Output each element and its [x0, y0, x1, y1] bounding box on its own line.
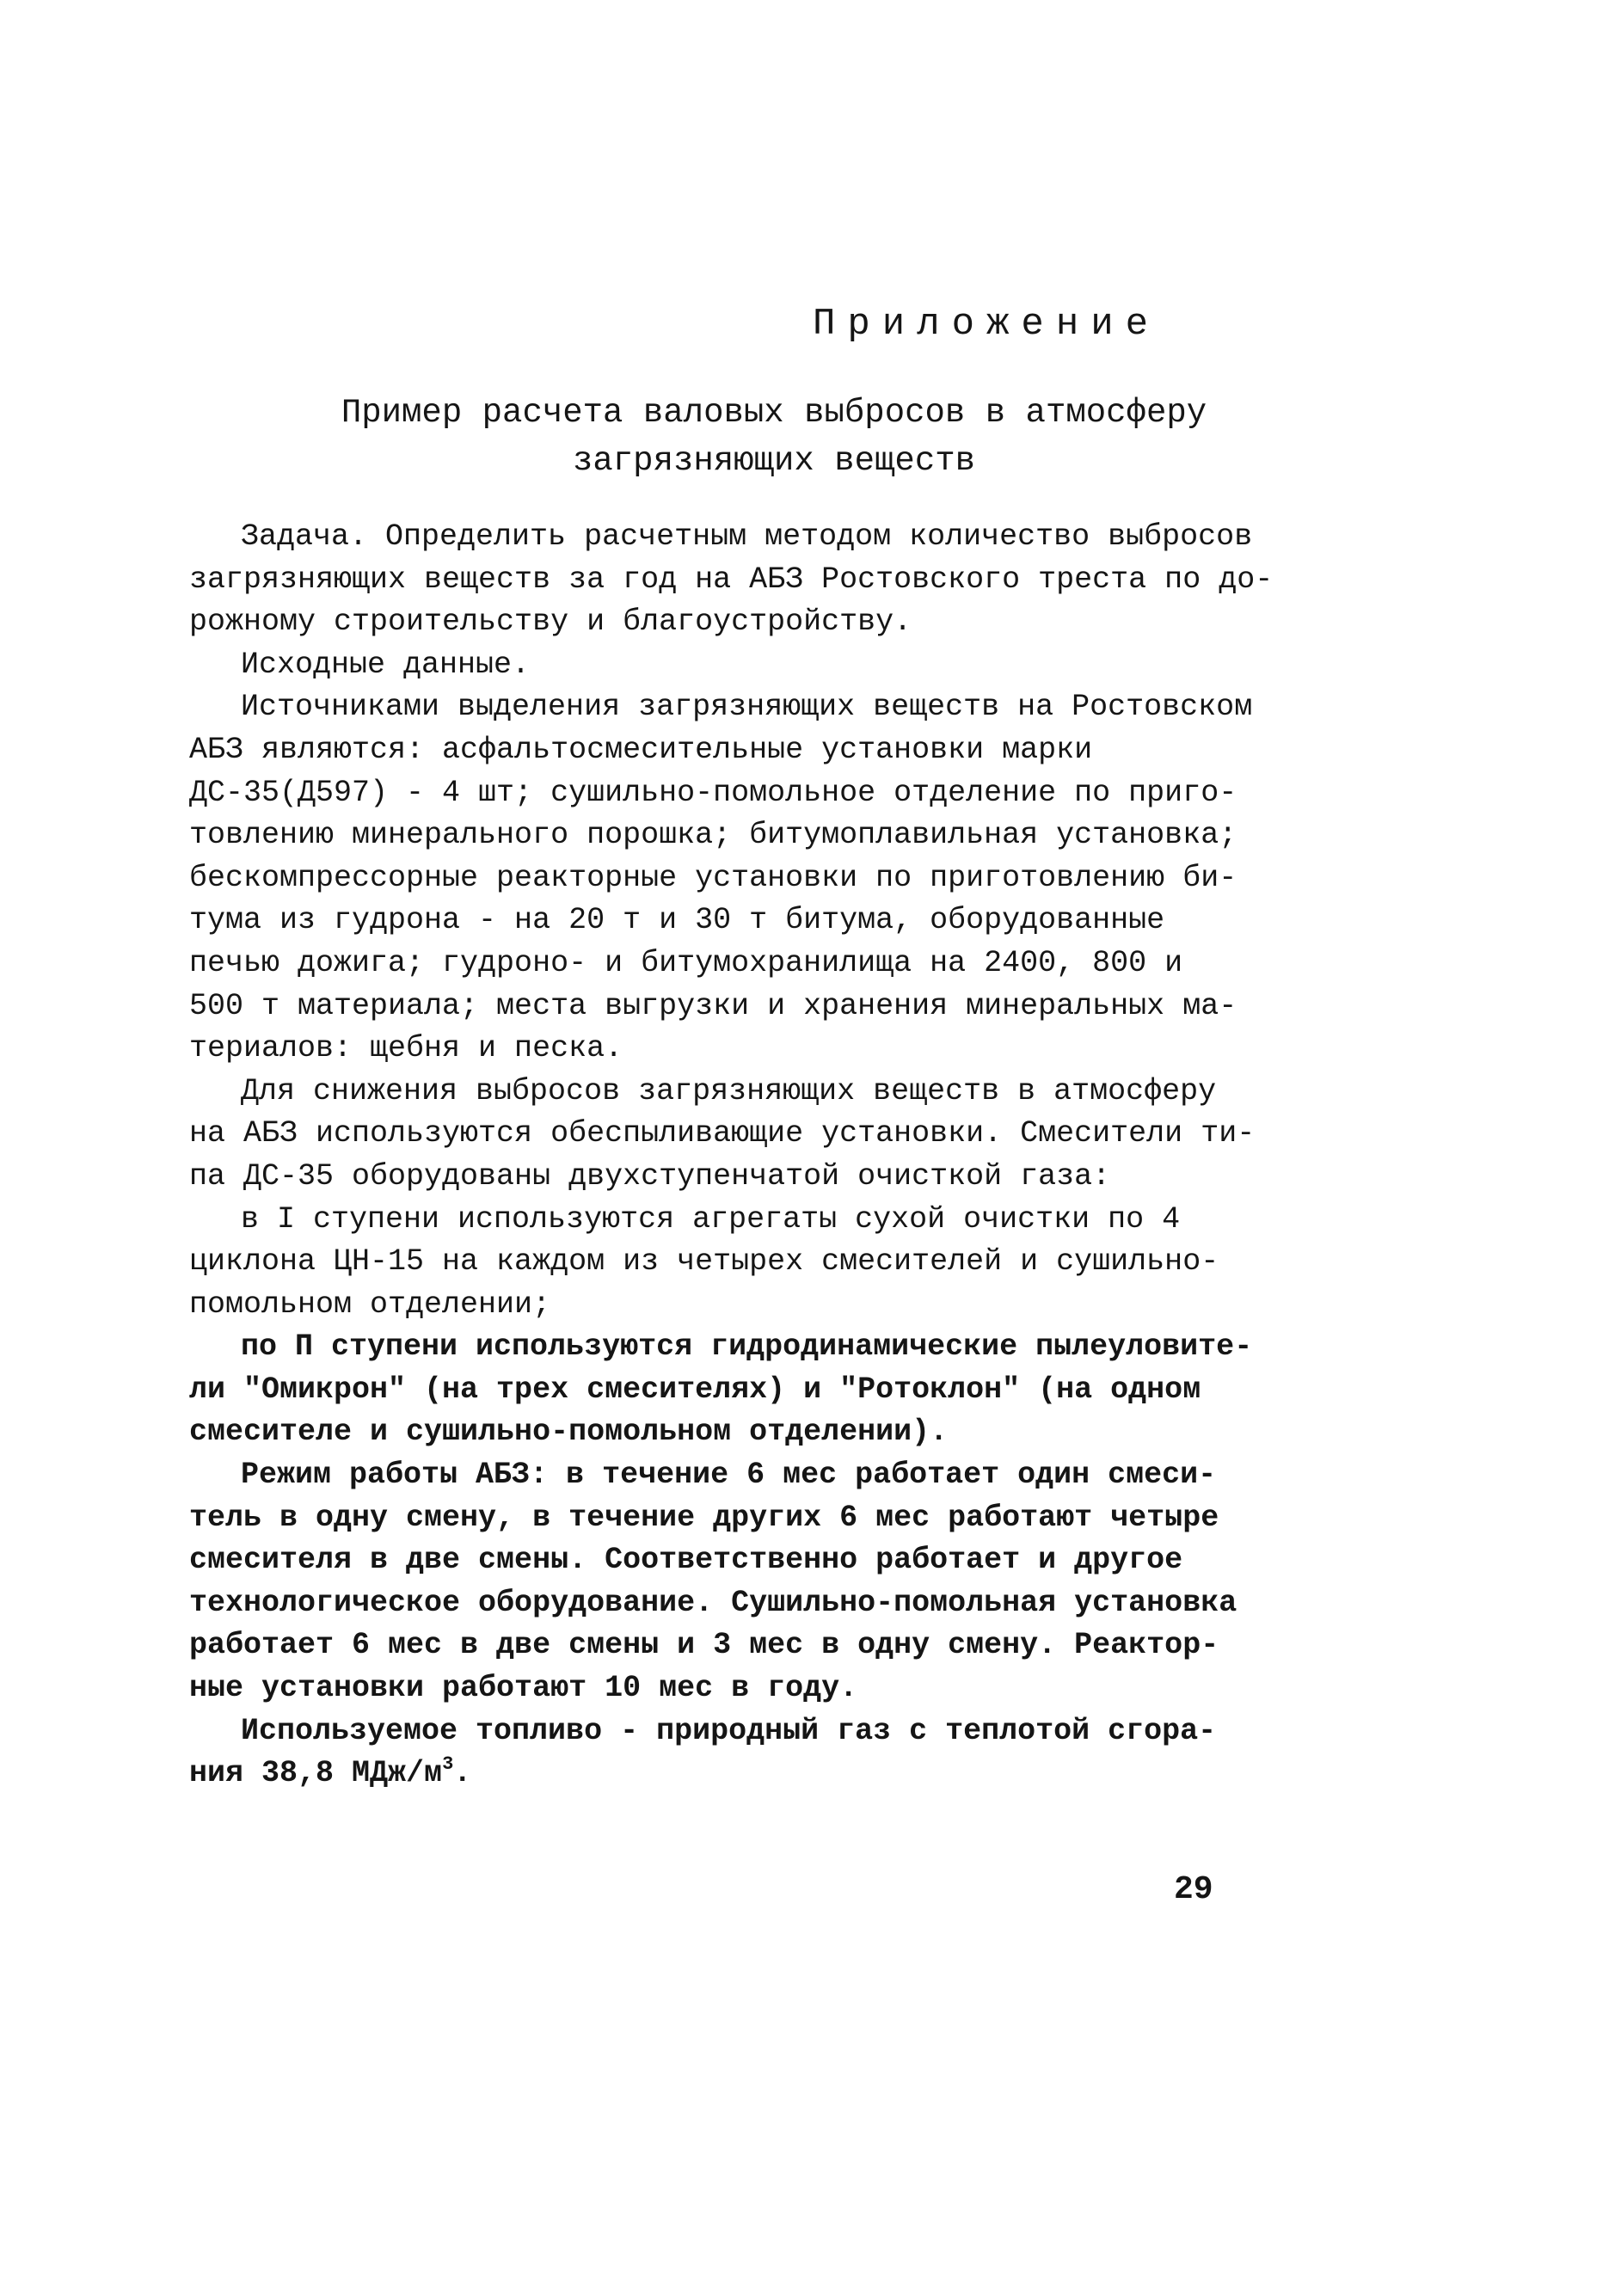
text-line: технологическое оборудование. Сушильно-помольная установка [189, 1585, 1237, 1620]
text-line: Исходные данные. [241, 647, 531, 682]
text-line: Используемое топливо - природный газ с теплотой сгора- [241, 1713, 1217, 1748]
text-line: ные установки работают 10 мес в году. [189, 1671, 858, 1706]
text-line: товлению минерального порошка; битумоплавильная установка; [189, 818, 1237, 853]
document-title [258, 389, 1290, 485]
title-line: загрязняющих веществ [572, 442, 976, 480]
text-line: па ДС-35 оборудованы двухступенчатой очисткой газа: [189, 1158, 1111, 1194]
text-line: по П ступени используются гидродинамические пылеуловите- [241, 1329, 1253, 1365]
final-punctuation: . [453, 1756, 472, 1791]
superscript: 3 [442, 1753, 454, 1776]
text-line: бескомпрессорные реакторные установки по приготовлению би- [189, 860, 1237, 895]
appendix-label: Приложение [813, 303, 1161, 346]
text-line: в I ступени используются агрегаты сухой очистки по 4 [241, 1201, 1181, 1237]
text-line: АБЗ являются: асфальтосмесительные установки марки [189, 732, 1093, 767]
text-line: тель в одну смену, в течение других 6 мес работают четыре [189, 1500, 1219, 1535]
text-line: загрязняющих веществ за год на АБЗ Ростовского треста по до- [189, 562, 1274, 597]
text-line: 500 т материала; места выгрузки и хранения минеральных ма- [189, 988, 1237, 1023]
text-line: печью дожига; гудроно- и битумохранилища на 2400, 800 и [189, 945, 1183, 980]
text-line: териалов: щебня и песка. [189, 1031, 623, 1066]
body-text [189, 516, 1274, 1796]
text-line: Для снижения выбросов загрязняющих веществ в атмосферу [241, 1073, 1217, 1108]
text-line: помольном отделении; [189, 1286, 551, 1322]
text-line: ли "Омикрон" (на трех смесителях) и "Ротоклон" (на одном [189, 1372, 1201, 1407]
text-line: Задача. Определить расчетным методом количество выбросов [241, 519, 1253, 554]
text-line: ния 38,8 МДж/м [189, 1756, 443, 1791]
text-line: циклона ЦН-15 на каждом из четырех смесителей и сушильно- [189, 1244, 1219, 1280]
page-number: 29 [1174, 1871, 1213, 1908]
text-line: тума из гудрона - на 20 т и 30 т битума, оборудованные [189, 903, 1165, 938]
text-line: рожному строительству и благоустройству. [189, 605, 912, 640]
title-line: Пример расчета валовых выбросов в атмосферу [341, 394, 1207, 432]
text-line-last [189, 1753, 1238, 1796]
text-line: ДС-35(Д597) - 4 шт; сушильно-помольное отделение по приго- [189, 775, 1237, 810]
text-line: смесителе и сушильно-помольном отделении). [189, 1415, 949, 1450]
text-line: работает 6 мес в две смены и 3 мес в одну смену. Реактор- [189, 1628, 1219, 1663]
text-line: Режим работы АБЗ: в течение 6 мес работает один смеси- [241, 1458, 1217, 1493]
text-line: на АБЗ используются обеспыливающие установки. Смесители ти- [189, 1116, 1256, 1151]
text-line: смесителя в две смены. Соответственно работает и другое [189, 1543, 1183, 1578]
text-line: Источниками выделения загрязняющих веществ на Ростовском [241, 690, 1253, 725]
